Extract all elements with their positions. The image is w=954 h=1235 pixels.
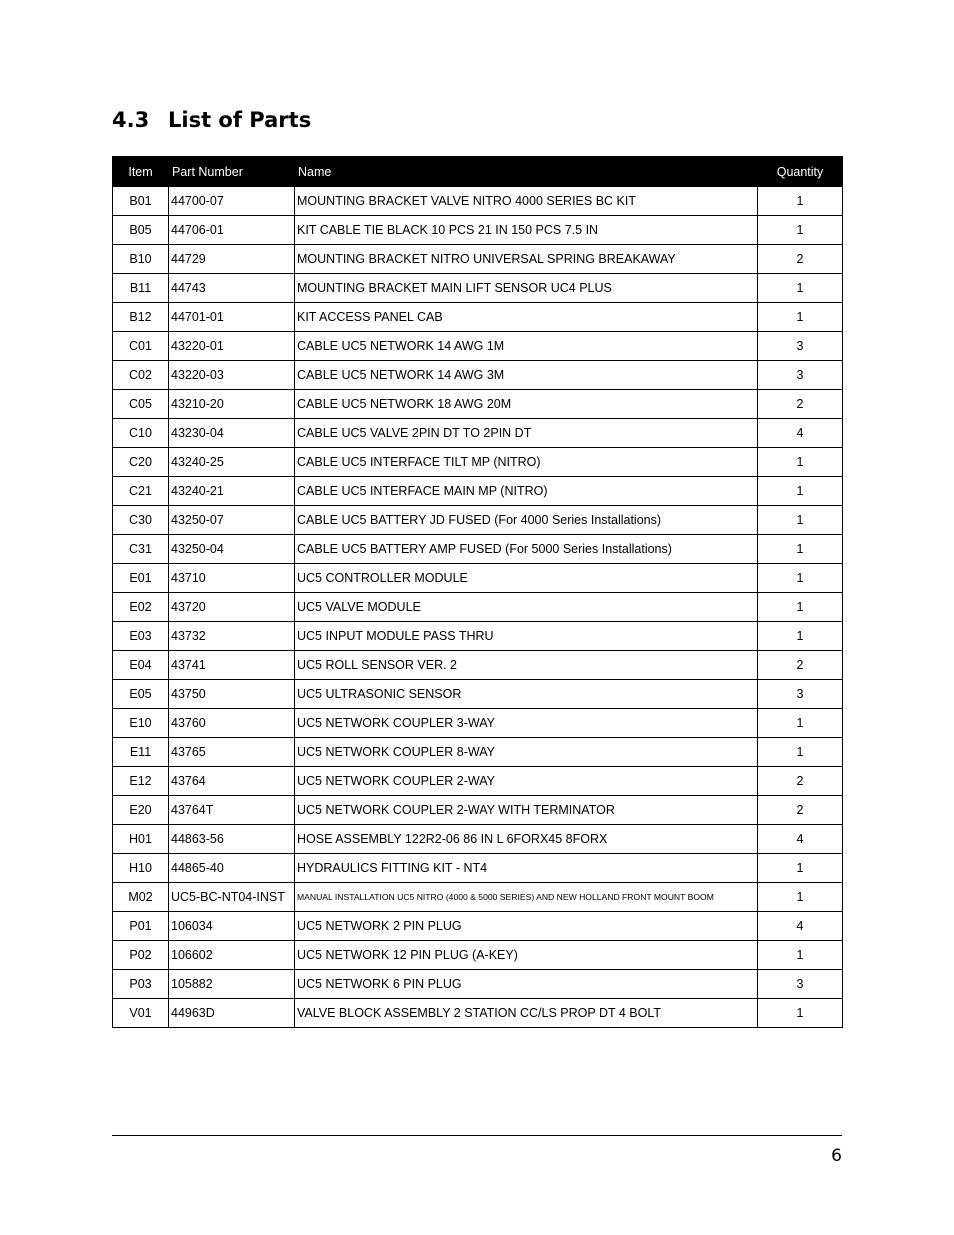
cell-part-number: 44706-01 [169, 216, 295, 245]
cell-part-number: 43720 [169, 593, 295, 622]
cell-name: MANUAL INSTALLATION UC5 NITRO (4000 & 5000 SERIES) AND NEW HOLLAND FRONT MOUNT BOOM [295, 883, 758, 912]
table-row [113, 477, 843, 506]
table-row [113, 274, 843, 303]
cell-quantity: 1 [758, 854, 843, 883]
cell-name: CABLE UC5 BATTERY AMP FUSED (For 5000 Series Installations) [295, 535, 758, 564]
cell-part-number: 43220-03 [169, 361, 295, 390]
cell-name: CABLE UC5 INTERFACE TILT MP (NITRO) [295, 448, 758, 477]
cell-item: C31 [113, 535, 169, 564]
cell-item: C02 [113, 361, 169, 390]
cell-quantity: 4 [758, 825, 843, 854]
cell-name: MOUNTING BRACKET VALVE NITRO 4000 SERIES BC KIT [295, 187, 758, 216]
cell-quantity: 4 [758, 419, 843, 448]
cell-quantity: 2 [758, 767, 843, 796]
cell-part-number: 44863-56 [169, 825, 295, 854]
table-row [113, 767, 843, 796]
table-row [113, 564, 843, 593]
cell-name: UC5 NETWORK 2 PIN PLUG [295, 912, 758, 941]
table-row [113, 187, 843, 216]
section-title: List of Parts [168, 108, 312, 132]
cell-quantity: 1 [758, 883, 843, 912]
cell-item: C10 [113, 419, 169, 448]
cell-item: E10 [113, 709, 169, 738]
cell-name: VALVE BLOCK ASSEMBLY 2 STATION CC/LS PROP DT 4 BOLT [295, 999, 758, 1028]
cell-name: UC5 ROLL SENSOR VER. 2 [295, 651, 758, 680]
table-row [113, 506, 843, 535]
cell-item: E20 [113, 796, 169, 825]
table-row [113, 216, 843, 245]
cell-part-number: 43760 [169, 709, 295, 738]
cell-part-number: 43765 [169, 738, 295, 767]
table-row [113, 709, 843, 738]
table-row [113, 245, 843, 274]
table-row [113, 825, 843, 854]
cell-quantity: 1 [758, 941, 843, 970]
cell-item: C05 [113, 390, 169, 419]
cell-name: UC5 NETWORK COUPLER 2-WAY [295, 767, 758, 796]
table-row [113, 738, 843, 767]
cell-quantity: 1 [758, 738, 843, 767]
cell-part-number: 44743 [169, 274, 295, 303]
header-part-number: Part Number [169, 157, 295, 187]
cell-name: UC5 NETWORK COUPLER 2-WAY WITH TERMINATOR [295, 796, 758, 825]
cell-item: M02 [113, 883, 169, 912]
cell-quantity: 2 [758, 651, 843, 680]
cell-item: B10 [113, 245, 169, 274]
table-row [113, 622, 843, 651]
cell-part-number: 43250-07 [169, 506, 295, 535]
table-row [113, 390, 843, 419]
cell-item: B01 [113, 187, 169, 216]
cell-item: V01 [113, 999, 169, 1028]
cell-name: UC5 NETWORK 12 PIN PLUG (A-KEY) [295, 941, 758, 970]
cell-part-number: 106034 [169, 912, 295, 941]
cell-part-number: 44700-07 [169, 187, 295, 216]
cell-item: C01 [113, 332, 169, 361]
cell-item: E05 [113, 680, 169, 709]
cell-part-number: 43710 [169, 564, 295, 593]
table-row [113, 680, 843, 709]
table-row [113, 419, 843, 448]
cell-name: HOSE ASSEMBLY 122R2-06 86 IN L 6FORX45 8FORX [295, 825, 758, 854]
header-name: Name [295, 157, 758, 187]
cell-part-number: 43240-25 [169, 448, 295, 477]
cell-quantity: 1 [758, 448, 843, 477]
cell-name: KIT CABLE TIE BLACK 10 PCS 21 IN 150 PCS 7.5 IN [295, 216, 758, 245]
table-row [113, 912, 843, 941]
parts-table-body [113, 187, 843, 1028]
header-item: Item [113, 157, 169, 187]
cell-name: UC5 ULTRASONIC SENSOR [295, 680, 758, 709]
cell-quantity: 2 [758, 796, 843, 825]
cell-name: CABLE UC5 INTERFACE MAIN MP (NITRO) [295, 477, 758, 506]
table-row [113, 883, 843, 912]
cell-part-number: 44729 [169, 245, 295, 274]
cell-item: E03 [113, 622, 169, 651]
cell-name: UC5 VALVE MODULE [295, 593, 758, 622]
cell-part-number: 43764T [169, 796, 295, 825]
cell-name: MOUNTING BRACKET MAIN LIFT SENSOR UC4 PLUS [295, 274, 758, 303]
cell-part-number: 43220-01 [169, 332, 295, 361]
cell-quantity: 1 [758, 477, 843, 506]
cell-quantity: 3 [758, 332, 843, 361]
cell-name: UC5 INPUT MODULE PASS THRU [295, 622, 758, 651]
cell-item: C30 [113, 506, 169, 535]
cell-quantity: 1 [758, 274, 843, 303]
table-row [113, 593, 843, 622]
cell-quantity: 1 [758, 303, 843, 332]
cell-name: UC5 NETWORK COUPLER 8-WAY [295, 738, 758, 767]
table-row [113, 651, 843, 680]
cell-quantity: 3 [758, 680, 843, 709]
cell-item: H01 [113, 825, 169, 854]
cell-quantity: 1 [758, 216, 843, 245]
cell-quantity: 2 [758, 390, 843, 419]
section-number: 4.3 [112, 108, 150, 132]
cell-part-number: 43741 [169, 651, 295, 680]
table-row [113, 796, 843, 825]
cell-item: P01 [113, 912, 169, 941]
cell-name: CABLE UC5 VALVE 2PIN DT TO 2PIN DT [295, 419, 758, 448]
section-heading [112, 108, 311, 132]
table-header-row [113, 157, 843, 187]
cell-quantity: 1 [758, 593, 843, 622]
cell-quantity: 1 [758, 999, 843, 1028]
cell-item: B12 [113, 303, 169, 332]
cell-item: P02 [113, 941, 169, 970]
cell-item: E04 [113, 651, 169, 680]
table-row [113, 535, 843, 564]
cell-part-number: 105882 [169, 970, 295, 999]
table-row [113, 854, 843, 883]
cell-name: KIT ACCESS PANEL CAB [295, 303, 758, 332]
table-row [113, 332, 843, 361]
cell-quantity: 3 [758, 970, 843, 999]
cell-item: P03 [113, 970, 169, 999]
cell-item: B05 [113, 216, 169, 245]
table-row [113, 941, 843, 970]
cell-part-number: UC5-BC-NT04-INST [169, 883, 295, 912]
footer-rule [112, 1135, 842, 1136]
cell-part-number: 43230-04 [169, 419, 295, 448]
header-quantity: Quantity [758, 157, 843, 187]
cell-name: UC5 NETWORK 6 PIN PLUG [295, 970, 758, 999]
table-row [113, 448, 843, 477]
cell-quantity: 3 [758, 361, 843, 390]
table-row [113, 303, 843, 332]
cell-item: B11 [113, 274, 169, 303]
cell-name: HYDRAULICS FITTING KIT - NT4 [295, 854, 758, 883]
cell-item: E01 [113, 564, 169, 593]
cell-item: E11 [113, 738, 169, 767]
cell-quantity: 1 [758, 506, 843, 535]
cell-name: UC5 CONTROLLER MODULE [295, 564, 758, 593]
cell-part-number: 43250-04 [169, 535, 295, 564]
cell-quantity: 1 [758, 564, 843, 593]
cell-quantity: 1 [758, 709, 843, 738]
cell-name: CABLE UC5 NETWORK 14 AWG 1M [295, 332, 758, 361]
page-number: 6 [831, 1146, 842, 1166]
cell-item: E12 [113, 767, 169, 796]
cell-item: C20 [113, 448, 169, 477]
cell-part-number: 44701-01 [169, 303, 295, 332]
cell-quantity: 1 [758, 622, 843, 651]
cell-quantity: 2 [758, 245, 843, 274]
cell-part-number: 44963D [169, 999, 295, 1028]
cell-quantity: 4 [758, 912, 843, 941]
cell-part-number: 43210-20 [169, 390, 295, 419]
cell-part-number: 43732 [169, 622, 295, 651]
cell-part-number: 43764 [169, 767, 295, 796]
cell-part-number: 44865-40 [169, 854, 295, 883]
cell-item: C21 [113, 477, 169, 506]
parts-table [112, 156, 843, 1028]
cell-item: E02 [113, 593, 169, 622]
cell-quantity: 1 [758, 187, 843, 216]
cell-name: CABLE UC5 NETWORK 18 AWG 20M [295, 390, 758, 419]
table-row [113, 361, 843, 390]
cell-name: MOUNTING BRACKET NITRO UNIVERSAL SPRING BREAKAWAY [295, 245, 758, 274]
cell-item: H10 [113, 854, 169, 883]
cell-part-number: 106602 [169, 941, 295, 970]
cell-name: UC5 NETWORK COUPLER 3-WAY [295, 709, 758, 738]
table-row [113, 999, 843, 1028]
cell-quantity: 1 [758, 535, 843, 564]
cell-part-number: 43750 [169, 680, 295, 709]
cell-name: CABLE UC5 NETWORK 14 AWG 3M [295, 361, 758, 390]
cell-name: CABLE UC5 BATTERY JD FUSED (For 4000 Series Installations) [295, 506, 758, 535]
table-row [113, 970, 843, 999]
cell-part-number: 43240-21 [169, 477, 295, 506]
